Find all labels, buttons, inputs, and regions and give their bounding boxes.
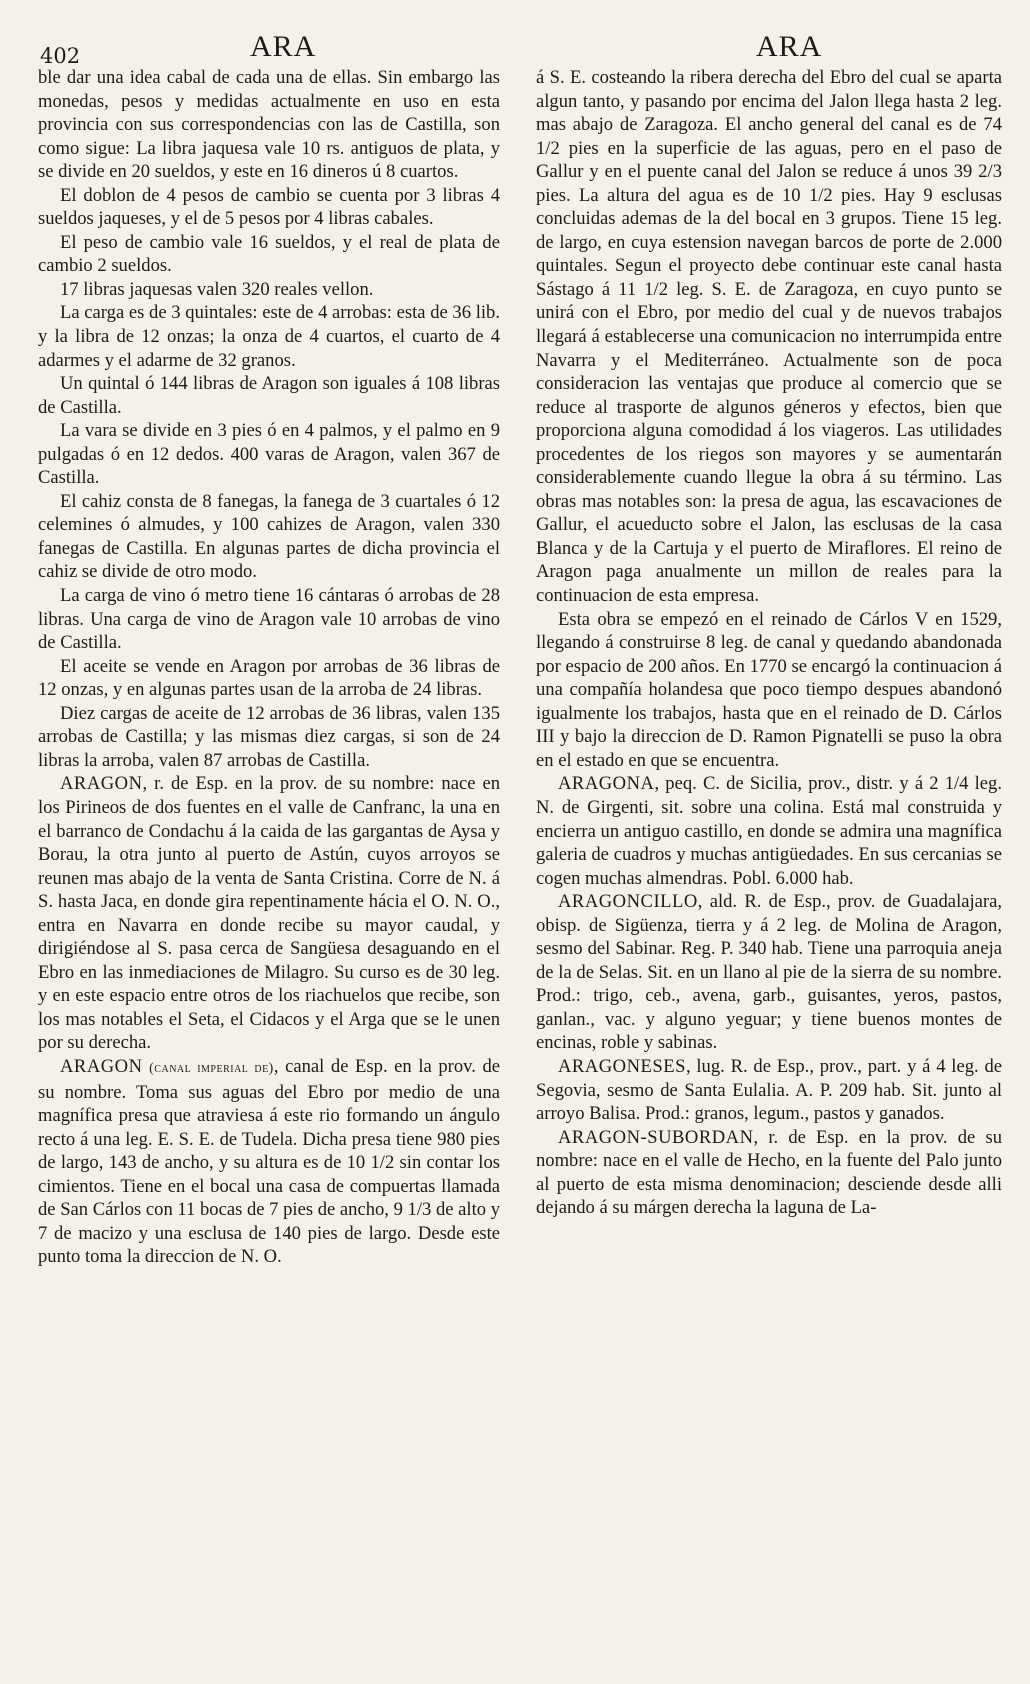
paragraph: La carga es de 3 quintales: este de 4 arrobas: esta de 36 lib. y la libra de 12 onzas; la onza de 4 cuartos, el cuarto de 4 adarmes y el adarme de 32 granos. xyxy=(38,302,500,371)
right-running-head: ARA xyxy=(756,30,823,63)
paragraph: El doblon de 4 pesos de cambio se cuenta por 3 libras 4 sueldos jaqueses, y el de 5 pesos por 4 libras cabales. xyxy=(38,184,500,230)
page-number: 402 xyxy=(40,44,81,68)
left-running-head: ARA xyxy=(250,30,317,63)
entry-aragoncillo xyxy=(536,890,1002,1055)
paragraph: La carga de vino ó metro tiene 16 cántaras ó arrobas de 28 libras. Una carga de vino de Aragon vale 10 arrobas de vino de Castilla. xyxy=(38,585,500,654)
entry-aragoneses xyxy=(536,1055,1002,1126)
entry-text: , canal de Esp. en la prov. de su nombre. Toma sus aguas del Ebro por medio de una magnífica presa que atraviesa á este rio formando un ángulo recto á una leg. E. S. E. de Tudela. Dicha presa tiene 980 pies de largo, 143 de ancho, y su altura es de 10 1/2 sin contar los cimientos. Tiene en el bocal una casa de compuertas llamada de San Cárlos con 11 bocas de 7 pies de ancho, 9 1/3 de alto y 7 de macizo y una esclusa de 140 pies de largo. Desde este punto toma la direccion de N. O. xyxy=(38,1055,500,1268)
entry-aragona xyxy=(536,772,1002,890)
paragraph: El cahiz consta de 8 fanegas, la fanega de 3 cuartales ó 12 celemines ó almudes, y 100 cahizes de Aragon, valen 330 fanegas de Castilla. En algunas partes de dicha provincia el cahiz se divide de otro modo. xyxy=(38,490,500,583)
entry-headword: ARAGONA xyxy=(558,773,655,795)
entry-aragon xyxy=(38,772,500,1055)
entry-aragon-subordan xyxy=(536,1126,1002,1220)
paragraph: Un quintal ó 144 libras de Aragon son iguales á 108 libras de Castilla. xyxy=(38,373,500,418)
paragraph: Diez cargas de aceite de 12 arrobas de 36 libras, valen 135 arrobas de Castilla; y las mismas diez cargas, si son de 24 libras la arroba, valen 87 arrobas de Castilla. xyxy=(38,702,500,771)
paragraph: El peso de cambio vale 16 sueldos, y el real de plata de cambio 2 sueldos. xyxy=(38,231,500,277)
entry-aragon-canal xyxy=(38,1055,500,1269)
entry-headword: ARAGON xyxy=(60,773,143,795)
entry-subheading: (canal imperial de) xyxy=(149,1060,274,1076)
entry-text: , lug. R. de Esp., prov., part. y á 4 leg. de Segovia, sesmo de Santa Eulalia. A. P. 209 hab. Sit. junto al arroyo Balisa. Prod.: granos, legum., pastos y ganados. xyxy=(536,1055,1002,1125)
paragraph: ble dar una idea cabal de cada una de ellas. Sin embargo las monedas, pesos y medidas actualmente en uso en esta provincia con sus correspondencias con las de Castilla, son como sigue: La libra jaquesa vale 10 rs. antiguos de plata, y se divide en 20 sueldos, y este en 16 dineros ú 8 cuartos. xyxy=(38,67,500,183)
paragraph: á S. E. costeando la ribera derecha del Ebro del cual se aparta algun tanto, y pasando por encima del Jalon llega hasta 2 leg. mas abajo de Zaragoza. El ancho general del canal es de 74 1/2 pies en la superficie de las aguas, pero en el paso de Gallur y en el puente canal del Jalon se reduce á unos 39 2/3 pies. La altura del agua es de 10 1/2 pies. Hay 9 esclusas concluidas ademas de la del bocal en 3 grupos. Tiene 15 leg. de largo, en cuya estension navegan barcos de porte de 2.000 quintales. Segun el proyecto debe continuar este canal hasta Sástago á 11 1/2 leg. S. E. de Zaragoza, en cuyo punto se unirá con el Ebro, por medio del cual y de nuevos trabajos llegará á establecerse una comunicacion no interrumpida entre Navarra y el Mediterráneo. Actualmente son de poca consideracion las ventajas que produce al comercio que se reduce al trasporte de algunos géneros y efectos, bien que proporciona alguna comodidad á los viageros. Las utilidades procedentes de los riegos son mayores y se aumentarán considerablemente cuando llegue la obra á su término. Las obras mas notables son: la presa de agua, las escavaciones de Gallur, el acueducto sobre el Jalon, las esclusas de la casa Blanca y de la Cartuja y el puerto de Miraflores. El reino de Aragon paga anualmente un millon de reales para la continuacion de esta empresa. xyxy=(536,67,1002,607)
entry-text: , peq. C. de Sicilia, prov., distr. y á 2 1/4 leg. N. de Girgenti, sit. sobre una colina. Está mal construida y encierra un antiguo castillo, en donde se admira una magnífica galeria de cuadros y muchas antigüedades. En sus cercanias se cogen muchas almendras. Pobl. 6.000 hab. xyxy=(536,773,1002,889)
entry-headword: ARAGON xyxy=(60,1055,143,1077)
entry-headword: ARAGONESES xyxy=(558,1055,686,1077)
paragraph: El aceite se vende en Aragon por arrobas de 36 libras de 12 onzas, y en algunas partes usan de la arroba de 24 libras. xyxy=(38,655,500,701)
page-header xyxy=(0,30,1030,70)
entry-text: , r. de Esp. en la prov. de su nombre: nace en el valle de Hecho, en la fuente del Palo junto al puerto de esta misma denominacion; desciende desde alli dejando á su márgen derecha la laguna de La- xyxy=(536,1126,1002,1219)
paragraph: Esta obra se empezó en el reinado de Cárlos V en 1529, llegando á construirse 8 leg. de canal y quedando abandonada por espacio de 200 años. En 1770 se encargó la continuacion á una compañía holandesa que poco tiempo despues abandonó igualmente los trabajos, hasta que en el reinado de D. Cárlos III y bajo la direccion de D. Ramon Pignatelli se puso la obra en el estado en que se encuentra. xyxy=(536,608,1002,771)
paragraph: La vara se divide en 3 pies ó en 4 palmos, y el palmo en 9 pulgadas ó en 12 dedos. 400 varas de Aragon, valen 367 de Castilla. xyxy=(38,420,500,489)
entry-headword: ARAGONCILLO xyxy=(558,891,698,913)
entry-headword: ARAGON-SUBORDAN xyxy=(558,1126,754,1148)
right-column xyxy=(536,66,1002,1220)
entry-text: , r. de Esp. en la prov. de su nombre: nace en los Pirineos de dos fuentes en el valle de Canfranc, la una en el barranco de Condachu á la caida de las gargantas de Aysa y Borau, la otra junto al puerto de Astún, cuyos arroyos se reunen mas abajo de la venta de Santa Cristina. Corre de N. á S. hasta Jaca, en donde gira repentinamente hácia el O. N. O., entra en Navarra en donde recibe su mayor caudal, y dirigiéndose al S. pasa cerca de Sangüesa desaguando en el Ebro en las inmediaciones de Milagro. Su curso es de 30 leg. y en este espacio entre otros de los riachuelos que recibe, son los mas notables el Seta, el Cidacos y el Arga que se le unen por su derecha. xyxy=(38,773,500,1054)
entry-text: , ald. R. de Esp., prov. de Guadalajara, obisp. de Sigüenza, tierra y á 2 leg. de Molina de Aragon, sesmo del Sabinar. Reg. P. 340 hab. Tiene una parroquia aneja de la de Selas. Sit. en un llano al pie de la sierra de su nombre. Prod.: trigo, ceb., avena, garb., guisantes, yeros, pastos, ganlan., vac. y alguno yeguar; y tiene buenos montes de encinas, roble y sabinas. xyxy=(536,891,1002,1054)
paragraph: 17 libras jaquesas valen 320 reales vellon. xyxy=(60,278,374,300)
left-column xyxy=(38,66,500,1269)
